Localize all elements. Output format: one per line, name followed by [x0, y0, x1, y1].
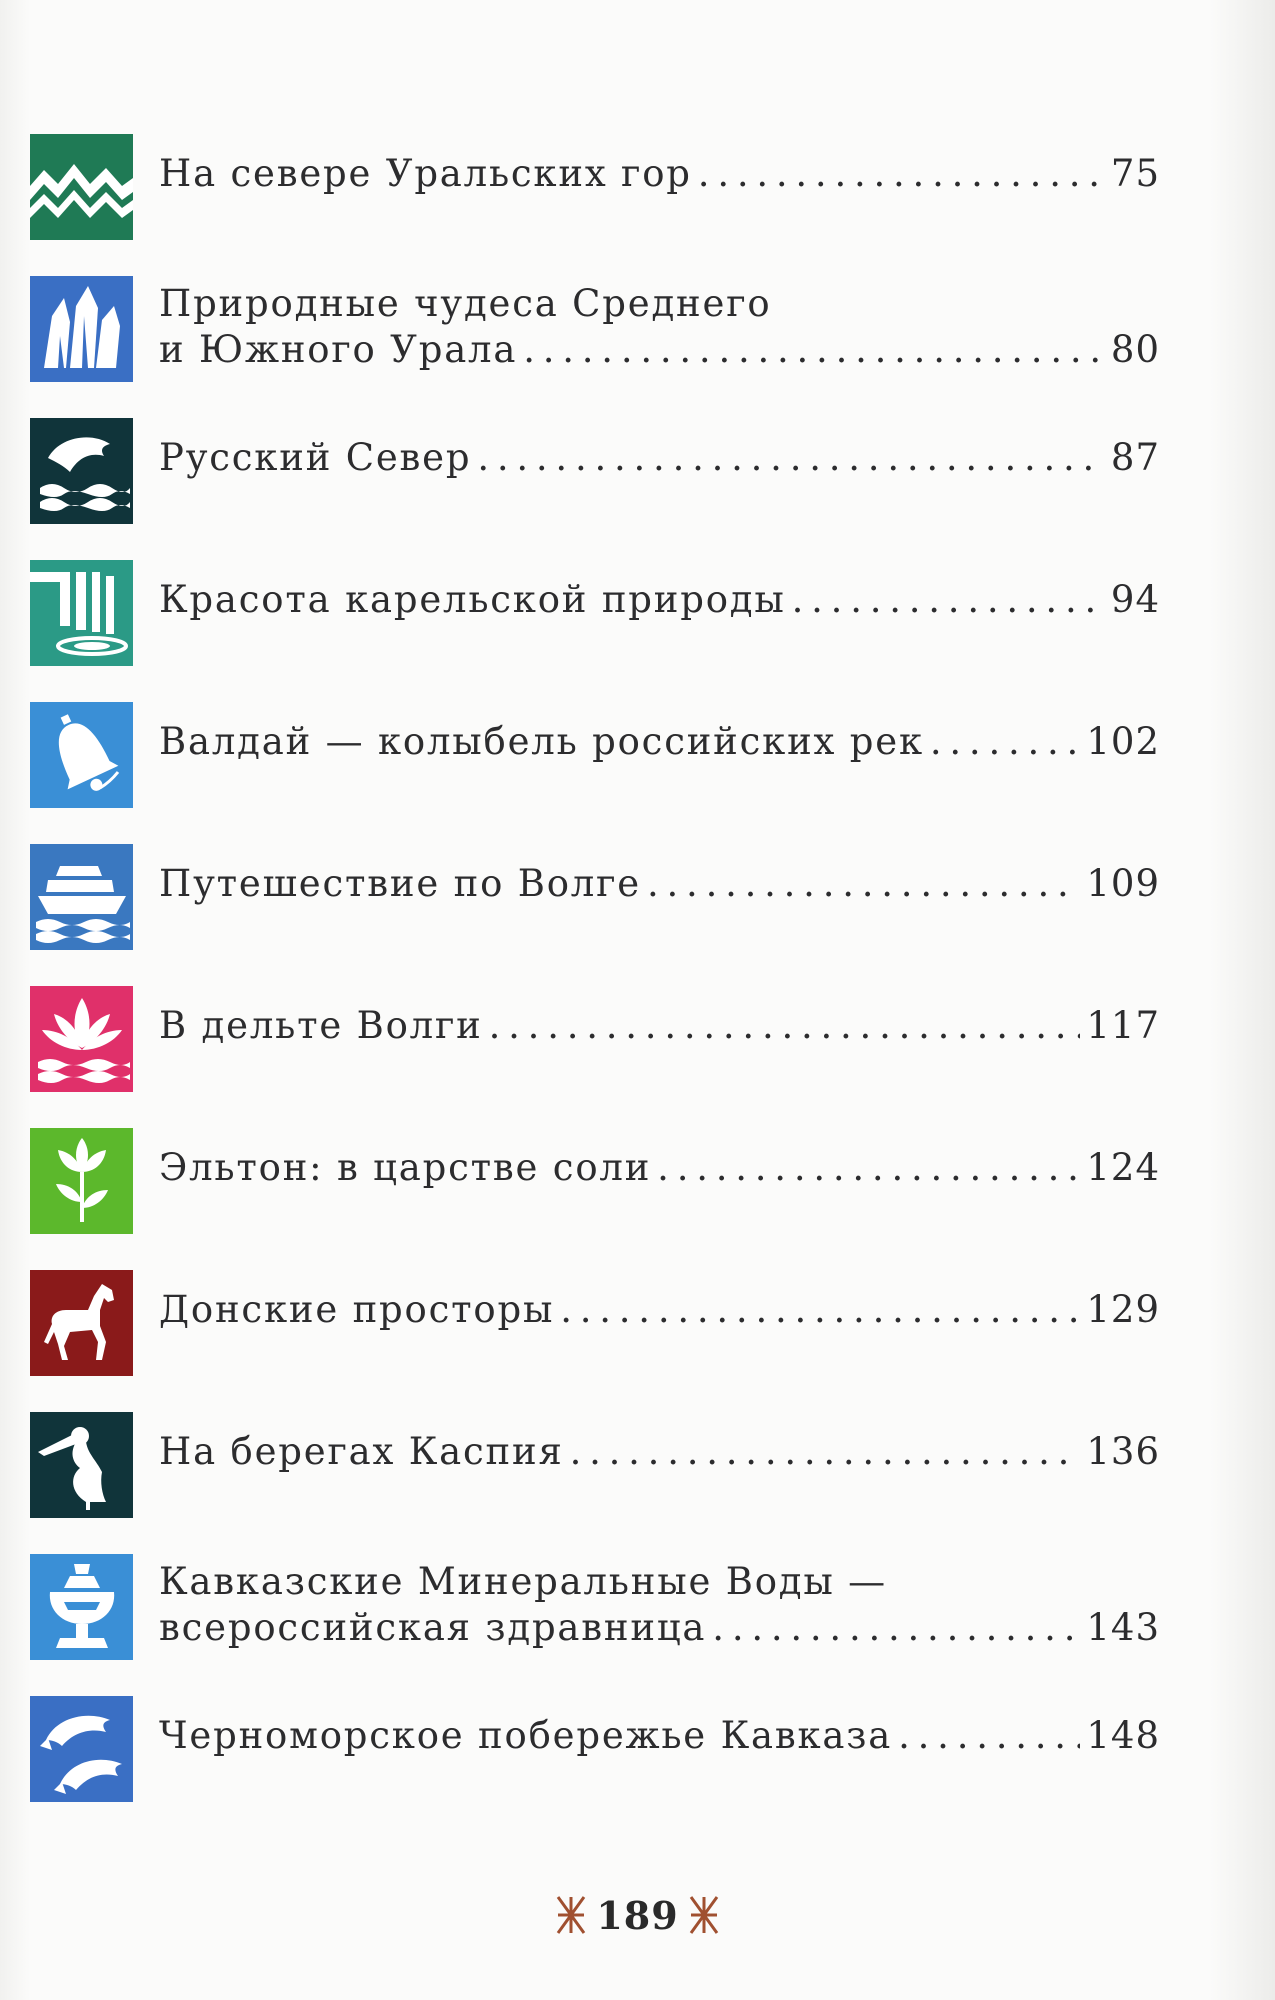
- leader-dots: [657, 1146, 1080, 1189]
- toc-entry-page: 124: [1086, 1146, 1160, 1189]
- pelican-icon: [30, 1412, 133, 1518]
- toc-entry-page: 148: [1086, 1714, 1160, 1757]
- ornament-left-icon: [554, 1893, 588, 1937]
- bell-icon: [30, 702, 133, 808]
- vase-icon: [30, 1554, 133, 1660]
- toc-entry-title: Черноморское побережье Кавказа: [159, 1714, 893, 1757]
- page-number: 189: [596, 1892, 679, 1938]
- toc-entry-page: 75: [1110, 152, 1160, 195]
- waterfall-icon: [30, 560, 133, 666]
- toc-entry-title: Кавказские Минеральные Воды —: [159, 1560, 887, 1603]
- toc-entry-title: Донские просторы: [159, 1288, 555, 1331]
- dolphin-wave-icon: [30, 418, 133, 524]
- lotus-icon: [30, 986, 133, 1092]
- toc-entry-page: 129: [1086, 1288, 1160, 1331]
- leader-dots: [523, 328, 1105, 371]
- toc-entry-title: Путешествие по Волге: [159, 862, 641, 905]
- toc-entry-title: Природные чудеса Среднего: [159, 282, 772, 325]
- toc-entry-page: 117: [1086, 1004, 1160, 1047]
- ship-icon: [30, 844, 133, 950]
- leader-dots: [792, 578, 1105, 621]
- dolphins-icon: [30, 1696, 133, 1802]
- toc-entry-page: 87: [1110, 436, 1160, 479]
- toc-entry-title: На берегах Каспия: [159, 1430, 564, 1473]
- toc-entry-page: 143: [1086, 1606, 1160, 1649]
- crystals-icon: [30, 276, 133, 382]
- toc-entry-page: 102: [1086, 720, 1160, 763]
- leader-dots: [570, 1430, 1081, 1473]
- toc-entry-title: Эльтон: в царстве соли: [159, 1146, 652, 1189]
- toc-entry-title: Красота карельской природы: [159, 578, 786, 621]
- leader-dots: [489, 1004, 1081, 1047]
- mountains-icon: [30, 134, 133, 240]
- toc-entry-title-continued: всероссийская здравница: [159, 1606, 707, 1649]
- toc-entry-title: На севере Уральских гор: [159, 152, 692, 195]
- leader-dots: [898, 1714, 1080, 1757]
- leader-dots: [712, 1606, 1080, 1649]
- ornament-right-icon: [687, 1893, 721, 1937]
- leader-dots: [477, 436, 1105, 479]
- toc-entry-title: Русский Север: [159, 436, 472, 479]
- toc-entry-page: 136: [1086, 1430, 1160, 1473]
- toc-entry-page: 109: [1086, 862, 1160, 905]
- page-folio: [0, 1885, 1275, 1945]
- toc-entry-page: 80: [1110, 328, 1160, 371]
- leader-dots: [930, 720, 1080, 763]
- toc-entry-title: Валдай — колыбель российских рек: [159, 720, 924, 763]
- leader-dots: [647, 862, 1080, 905]
- toc-entry-page: 94: [1110, 578, 1160, 621]
- toc-entry-title: В дельте Волги: [159, 1004, 483, 1047]
- flower-icon: [30, 1128, 133, 1234]
- leader-dots: [698, 152, 1105, 195]
- horse-icon: [30, 1270, 133, 1376]
- leader-dots: [560, 1288, 1080, 1331]
- toc-entry-title-continued: и Южного Урала: [159, 328, 518, 371]
